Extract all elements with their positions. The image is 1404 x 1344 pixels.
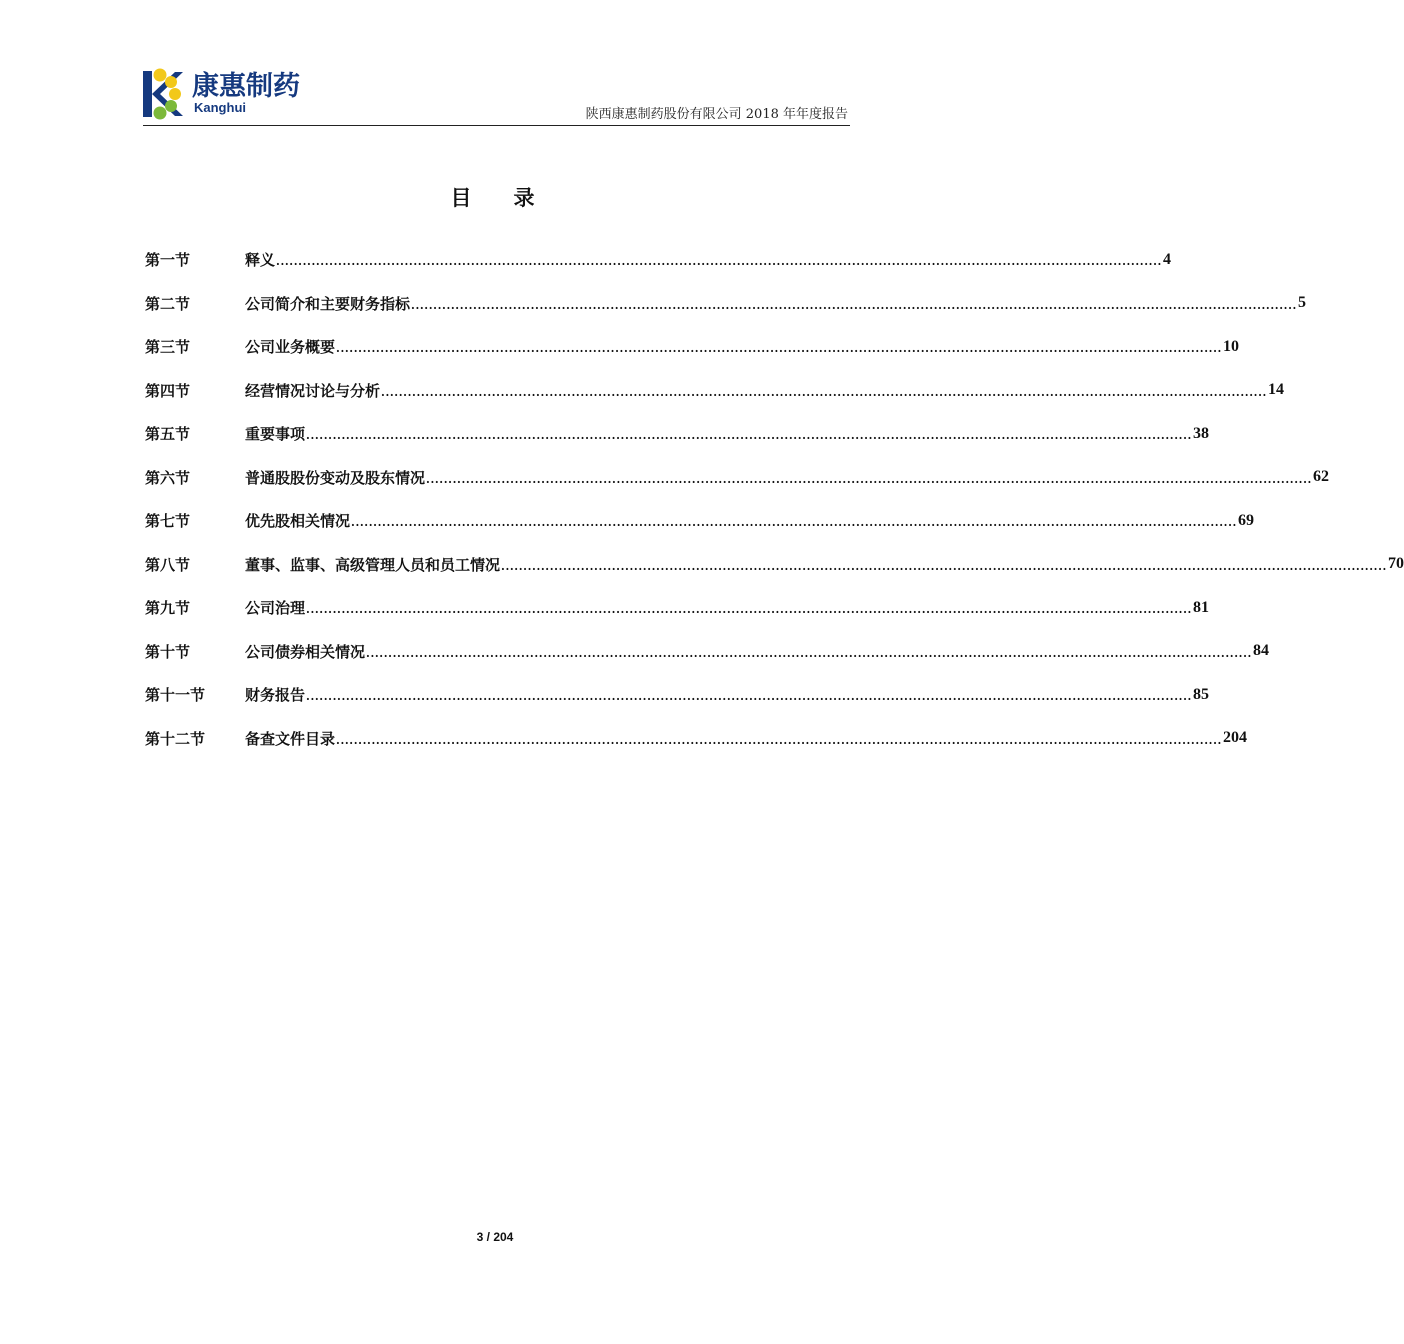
toc-page-number: 70 <box>1387 555 1404 573</box>
toc-leader-dots: ........................................................................................................................................................................................................ <box>381 385 1267 399</box>
toc-page-number: 84 <box>1252 642 1269 660</box>
toc-leader-dots: ........................................................................................................................................................................................................ <box>306 690 1192 704</box>
toc-section-title: 公司业务概要 <box>245 338 336 357</box>
toc-section-number: 第四节 <box>145 381 191 400</box>
toc-section-number: 第十节 <box>145 642 191 661</box>
toc-section-title: 公司债券相关情况 <box>245 642 366 661</box>
toc-page-number: 4 <box>1162 250 1171 268</box>
toc-section-title: 优先股相关情况 <box>245 512 351 531</box>
page-header <box>143 66 850 126</box>
toc-section-title: 公司简介和主要财务指标 <box>245 294 411 313</box>
toc-entry[interactable] <box>145 325 1239 369</box>
page-footer <box>0 1230 990 1244</box>
toc-page-number: 10 <box>1222 337 1239 355</box>
toc-page-number: 14 <box>1267 381 1284 399</box>
toc-entry[interactable] <box>145 282 1306 326</box>
toc-page-number: 204 <box>1222 729 1247 747</box>
toc-leader-dots: ........................................................................................................................................................................................................ <box>306 429 1192 443</box>
toc-section-title: 重要事项 <box>245 425 306 444</box>
toc-leader-dots: ........................................................................................................................................................................................................ <box>336 733 1222 747</box>
table-of-contents <box>145 238 1404 760</box>
toc-leader-dots: ........................................................................................................................................................................................................ <box>366 646 1252 660</box>
toc-page-number: 62 <box>1312 468 1329 486</box>
toc-section-title: 经营情况讨论与分析 <box>245 381 381 400</box>
toc-section-number: 第七节 <box>145 512 191 531</box>
toc-section-number: 第十一节 <box>145 686 206 705</box>
toc-entry[interactable] <box>145 412 1209 456</box>
toc-entry[interactable] <box>145 456 1329 500</box>
toc-page-number: 38 <box>1192 424 1209 442</box>
toc-heading <box>0 184 985 212</box>
toc-entry[interactable] <box>145 630 1269 674</box>
toc-entry[interactable] <box>145 717 1247 761</box>
toc-page-number: 69 <box>1237 511 1254 529</box>
toc-leader-dots: ........................................................................................................................................................................................................ <box>336 342 1222 356</box>
logo-chinese-name: 康惠制药 <box>192 71 300 102</box>
document-title: 陕西康惠制药股份有限公司 2018 年年度报告 <box>585 107 848 122</box>
toc-heading-part1: 目 <box>450 186 472 210</box>
page-indicator: 3 / 204 <box>476 1230 514 1244</box>
toc-section-title: 公司治理 <box>245 599 306 618</box>
toc-leader-dots: ........................................................................................................................................................................................................ <box>411 298 1297 312</box>
toc-section-title: 备查文件目录 <box>245 729 336 748</box>
toc-heading-part2: 录 <box>513 186 535 210</box>
toc-section-number: 第十二节 <box>145 729 206 748</box>
logo-english-name: Kanghui <box>194 100 246 115</box>
toc-leader-dots: ........................................................................................................................................................................................................ <box>351 516 1237 530</box>
header-divider <box>143 125 850 126</box>
toc-section-title: 财务报告 <box>245 686 306 705</box>
toc-section-title: 释义 <box>245 251 276 270</box>
toc-entry[interactable] <box>145 586 1209 630</box>
toc-leader-dots: ........................................................................................................................................................................................................ <box>276 255 1162 269</box>
toc-entry[interactable] <box>145 543 1404 587</box>
toc-section-number: 第五节 <box>145 425 191 444</box>
toc-section-title: 董事、监事、高级管理人员和员工情况 <box>245 555 501 574</box>
toc-section-number: 第一节 <box>145 251 191 270</box>
toc-page-number: 5 <box>1297 294 1306 312</box>
toc-page-number: 81 <box>1192 598 1209 616</box>
toc-leader-dots: ........................................................................................................................................................................................................ <box>426 472 1312 486</box>
kanghui-logo-icon <box>143 66 185 122</box>
toc-leader-dots: ........................................................................................................................................................................................................ <box>306 603 1192 617</box>
toc-page-number: 85 <box>1192 685 1209 703</box>
toc-entry[interactable] <box>145 369 1284 413</box>
company-logo <box>143 66 323 122</box>
toc-entry[interactable] <box>145 238 1171 282</box>
toc-leader-dots: ........................................................................................................................................................................................................ <box>501 559 1387 573</box>
toc-section-number: 第八节 <box>145 555 191 574</box>
toc-section-number: 第二节 <box>145 294 191 313</box>
toc-section-number: 第三节 <box>145 338 191 357</box>
toc-section-number: 第九节 <box>145 599 191 618</box>
toc-section-number: 第六节 <box>145 468 191 487</box>
toc-entry[interactable] <box>145 673 1209 717</box>
toc-entry[interactable] <box>145 499 1254 543</box>
toc-section-title: 普通股股份变动及股东情况 <box>245 468 426 487</box>
